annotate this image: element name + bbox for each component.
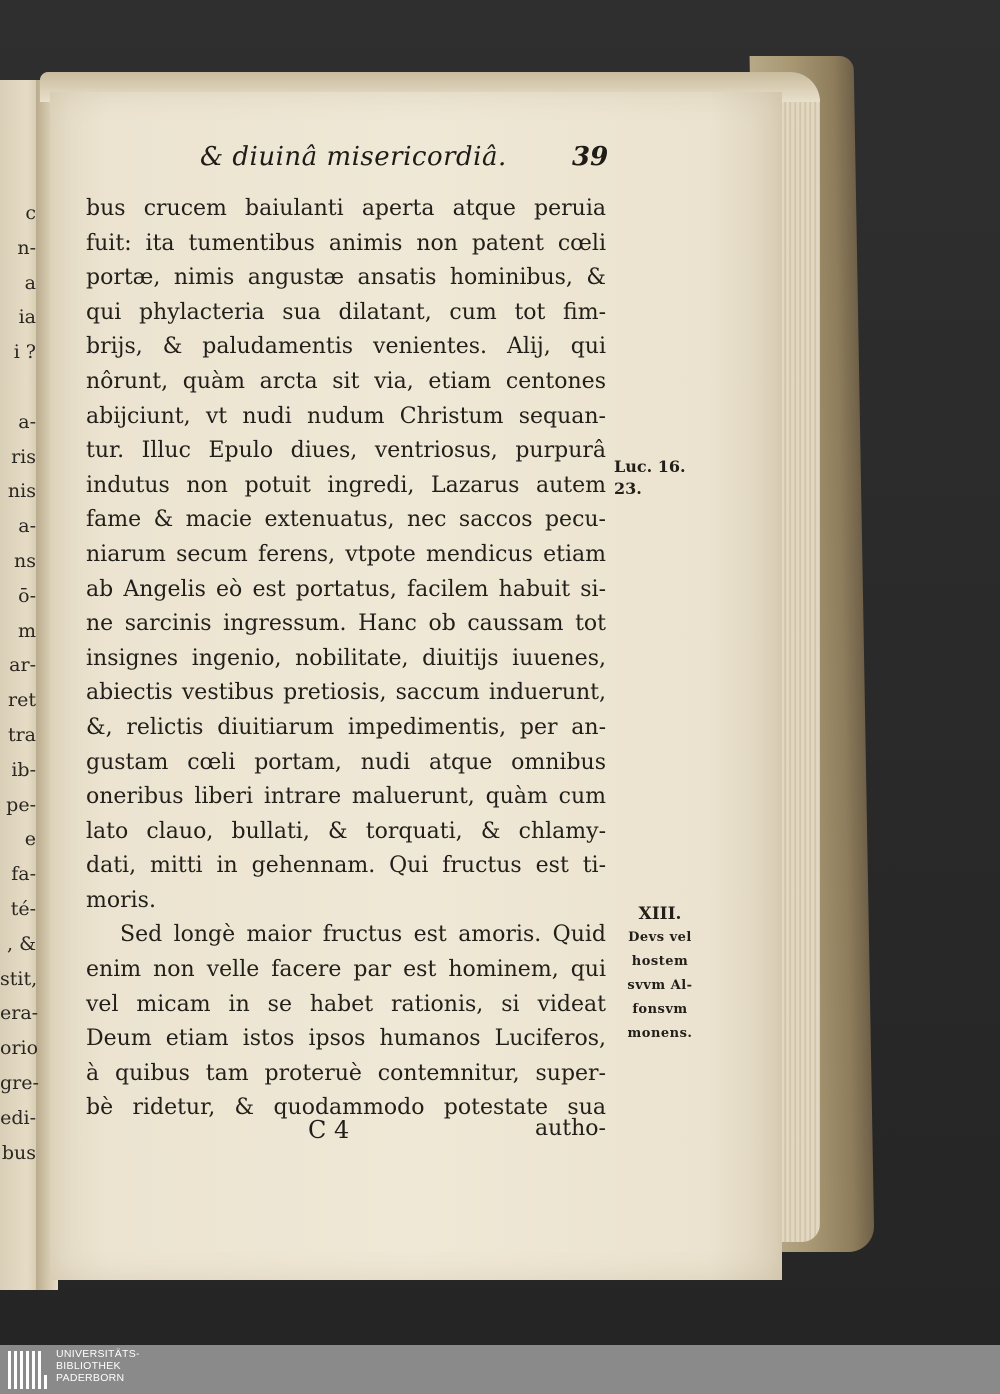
text-line: insignes ingenio, nobilitate, diuitijs iuuenes, <box>86 645 606 671</box>
marginal-reference-line: Luc. 16. <box>614 457 686 476</box>
section-number: XIII. <box>638 904 682 924</box>
left-fragment: c <box>25 202 36 224</box>
text-line: Sed longè maior fructus est amoris. Quid <box>120 922 606 948</box>
section-heading-line: svvm Al- <box>627 978 693 993</box>
left-fragment: n- <box>17 236 36 259</box>
marginal-reference-line: 23. <box>614 479 642 498</box>
text-line: vel micam in se habet rationis, si videat <box>86 991 606 1017</box>
left-fragment: orio <box>0 1037 39 1060</box>
marginal-section-heading <box>614 902 706 1046</box>
left-fragment: pe- <box>6 793 36 816</box>
text-line: abiectis vestibus pretiosis, saccum induerunt, <box>86 680 606 706</box>
left-fragment: e <box>24 828 36 851</box>
left-fragment: ia <box>18 306 36 329</box>
footer-bar <box>0 1345 1000 1394</box>
left-fragment: stit, <box>0 967 38 990</box>
text-line: niarum secum ferens, vtpote mendicus etiam <box>86 541 606 567</box>
page-number: 39 <box>572 142 609 172</box>
running-title: & diuinâ misericordiâ. <box>200 142 507 172</box>
left-fragment: a <box>24 271 36 294</box>
library-name-line: UNIVERSITÄTS- <box>56 1348 140 1360</box>
left-fragment: ib- <box>11 758 36 781</box>
text-line: enim non velle facere par est hominem, qui <box>86 957 606 983</box>
text-line: moris. <box>86 887 156 913</box>
left-fragment: a- <box>18 515 36 538</box>
text-line: portæ, nimis angustæ ansatis hominibus, & <box>86 265 606 291</box>
section-heading-line: monens. <box>627 1026 693 1041</box>
text-line: lato clauo, bullati, & torquati, & chlamy- <box>86 818 606 844</box>
signature-line <box>86 1116 606 1150</box>
text-line: bè ridetur, & quodammodo potestate sua <box>86 1095 606 1121</box>
library-name-line: BIBLIOTHEK <box>56 1360 121 1372</box>
left-fragment: m <box>17 619 36 642</box>
library-name-line: PADERBORN <box>56 1372 125 1384</box>
left-fragment: bus <box>1 1141 36 1164</box>
text-line: qui phylacteria sua dilatant, cum tot fim- <box>86 299 606 325</box>
left-fragment: a- <box>18 410 36 433</box>
left-fragment: tra <box>7 723 36 746</box>
section-heading-line: fonsvm <box>632 1002 688 1017</box>
text-line: ab Angelis eò est portatus, facilem habuit si- <box>86 576 606 602</box>
left-fragment: nis <box>7 480 36 503</box>
left-page-text-fragments <box>0 196 40 1170</box>
signature-mark: C 4 <box>308 1116 350 1144</box>
left-fragment: era- <box>0 1002 39 1025</box>
text-line: tur. Illuc Epulo diues, ventriosus, purpurâ <box>86 438 606 464</box>
left-fragment: ar- <box>9 654 36 677</box>
marginal-reference <box>614 456 686 500</box>
text-line: indutus non potuit ingredi, Lazarus autem <box>86 472 606 498</box>
text-line: à quibus tam proteruè contemnitur, super- <box>86 1060 606 1086</box>
text-line: nôrunt, quàm arcta sit via, etiam centones <box>86 368 606 394</box>
left-fragment: ret <box>8 689 36 712</box>
text-line: bus crucem baiulanti aperta atque peruia <box>86 196 606 221</box>
text-line: dati, mitti in gehennam. Qui fructus est ti- <box>86 853 606 879</box>
library-logo-icon <box>8 1351 48 1391</box>
left-fragment: i ? <box>13 341 36 364</box>
text-line: abijciunt, vt nudi nudum Christum sequan- <box>86 403 606 429</box>
left-fragment: té- <box>10 897 36 920</box>
left-fragment: edi- <box>0 1106 36 1129</box>
library-name <box>56 1348 140 1384</box>
left-fragment <box>0 370 40 405</box>
section-heading-line: hostem <box>631 954 689 969</box>
left-fragment: ns <box>14 549 36 572</box>
left-fragment: , & <box>7 932 36 955</box>
text-line: fuit: ita tumentibus animis non patent cœli <box>86 230 606 256</box>
left-fragment: gre- <box>0 1071 39 1094</box>
main-text-block <box>86 192 606 1126</box>
text-line: gustam cœli portam, nudi atque omnibus <box>86 749 606 775</box>
text-line: oneribus liberi intrare maluerunt, quàm cum <box>86 784 606 810</box>
text-line: ne sarcinis ingressum. Hanc ob caussam tot <box>86 611 606 637</box>
text-line: fame & macie extenuatus, nec saccos pecu- <box>86 507 606 533</box>
left-fragment: ris <box>11 445 36 468</box>
text-line: brijs, & paludamentis venientes. Alij, qui <box>86 334 606 360</box>
text-line: Deum etiam istos ipsos humanos Luciferos, <box>86 1026 606 1052</box>
text-line: &, relictis diuitiarum impedimentis, per an- <box>86 714 606 740</box>
section-heading-line: Devs vel <box>628 930 692 945</box>
catchword: autho- <box>535 1116 606 1141</box>
left-fragment: fa- <box>11 863 36 886</box>
left-fragment: ō- <box>18 584 36 607</box>
